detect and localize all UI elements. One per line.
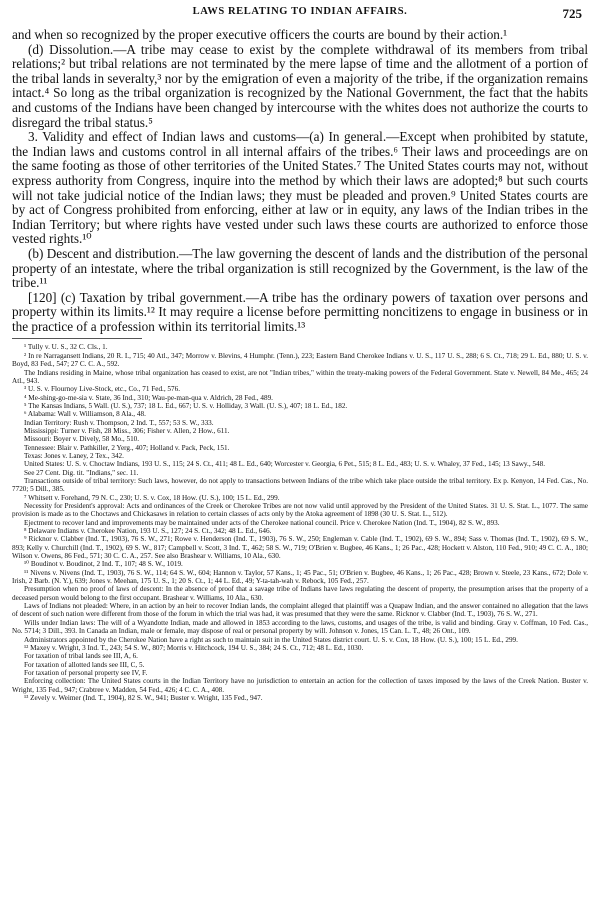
- footnote-divider: [12, 338, 142, 339]
- footnote: ¹³ Zevely v. Weimer (Ind. T., 1904), 82 S. W., 941; Buster v. Wright, 135 Fed., 947.: [24, 693, 263, 702]
- body-text: [12, 28, 588, 334]
- footnote: ¹¹ Nivens v. Nivens (Ind. T., 1903), 76 S. W., 114; 64 S. W., 604; Hannon v. Taylor, 57 Kans., 1; 45 Pac., 51; O'Brien v. Bugbee, 46 Kans., 1; 26 Pac., 428; Brown v. Steele, 23 Kans., 672; Dole v. Irish, 2 Barb. (N. Y.), 639; Jones v. Meehan, 175 U. S., 1; 20 S. Ct., 1; 44 L. Ed., 49; Y-ta-tah-wah v. Rebock, 105 Fed., 257.: [12, 568, 588, 586]
- footnote: Missouri: Boyer v. Dively, 58 Mo., 510.: [24, 435, 140, 444]
- footnote: Transactions outside of tribal territory: Such laws, however, do not apply to transactions between Indians of the tribe which take place outside the tribal territory. Ex p. Kenyon, 14 Fed. Cas., No. 7720; 5 Dill., 385.: [12, 476, 588, 494]
- footnote: ² In re Narragansett Indians, 20 R. I., 715; 40 Atl., 347; Morrow v. Blevins, 4 Humphr. (Tenn.), 223; Eastern Band Cherokee Indians v. U. S., 117 U. S., 288; 6 S. Ct., 718; 29 L. Ed., 880; U. S. v. Boyd, 83 Fed., 547; 27 C. C. A., 592.: [12, 351, 588, 369]
- footnote: For taxation of tribal lands see III, A, 6.: [24, 652, 138, 661]
- footnote: ⁷ Whitsett v. Forehand, 79 N. C., 230; U. S. v. Cox, 18 How. (U. S.), 100; 15 L. Ed., 299.: [24, 493, 280, 502]
- footnote: Laws of Indians not pleaded: Where, in an action by an heir to recover Indian lands, the complaint alleged that plaintiff was a Quapaw Indian, and the answer contained no allegation that the laws of descent of such nation were different from those of the forum in which the trial was had, it was presumed that they were the same. Ricknor v. Clabber (Ind. T., 1903), 76 S. W., 271.: [12, 602, 588, 619]
- footnote: Tennessee: Blair v. Pathkiller, 2 Yerg., 407; Holland v. Pack, Peck, 151.: [24, 443, 230, 452]
- footnote: ⁴ Me-shing-go-me-sia v. State, 36 Ind., 310; Wau-pe-man-qua v. Aldrich, 28 Fed., 489.: [24, 393, 273, 402]
- footnote: Administrators appointed by the Cherokee Nation have a right as such to maintain suit in the United States district court. U. S. v. Cox, 18 How. (U. S.), 100; 15 L. Ed., 299.: [24, 635, 518, 644]
- footnote: Wills under Indian laws: The will of a Wyandotte Indian, made and allowed in 1853 according to the laws, customs, and usages of the tribe, is valid and binding. Gray v. Coffman, 10 Fed. Cas., No. 5714; 3 Dill., 393. In Canada an Indian, male or female, may dispose of real or personal property by will. Johnson v. Jones, 15 Can. L. T., 48; 26 Ont., 109.: [12, 618, 588, 636]
- body-paragraph: (d) Dissolution.—A tribe may cease to exist by the complete withdrawal of its members from tribal relations;² but tribal relations are not terminated by the mere lapse of time and the allotment of a portion of the tribal lands in severalty,³ nor by the emigration of even a majority of the tribe, if the organization remains intact.⁴ So long as the tribal organization is recognized by the National Government, the fact that the habits and customs of the Indians have been changed by intercourse with the whites does not authorize the courts to disregard the tribal status.⁵: [12, 41, 588, 130]
- footnote: ¹ Tully v. U. S., 32 C. Cls., 1.: [24, 343, 108, 352]
- footnote: United States: U. S. v. Choctaw Indians, 193 U. S., 115; 24 S. Ct., 411; 48 L. Ed., 640; Worcester v. Georgia, 6 Pet., 515; 8 L. Ed., 483; U. S. v. Whaley, 37 Fed., 145; 13 Sawy., 548.: [24, 460, 546, 469]
- footnote: Ejectment to recover land and improvements may be maintained under acts of the Cherokee national council. Price v. Cherokee Nation (Ind. T., 1904), 82 S. W., 893.: [24, 518, 500, 527]
- footnote: Presumption when no proof of laws of descent: In the absence of proof that a savage tribe of Indians have laws regulating the descent of property, the presumption arises that the property of a deceased person would belong to the first occupant. Brashear v. Williams, 10 Ala., 630.: [12, 585, 588, 602]
- body-paragraph: and when so recognized by the proper executive officers the courts are bound by their action.¹: [12, 27, 508, 42]
- running-title: LAWS RELATING TO INDIAN AFFAIRS.: [192, 6, 408, 17]
- body-paragraph: (b) Descent and distribution.—The law governing the descent of lands and the distribution of the personal property of an intestate, where the tribal organization is still recognized by the Government, is the law of the tribe.¹¹: [12, 245, 588, 291]
- footnotes: [12, 343, 588, 702]
- footnote: Necessity for President's approval: Acts and ordinances of the Creek or Cherokee Tribes are not now valid until approved by the President of the United States. 31 U. S. Stat. L., 1077. The same provision is made as to the Choctaws and Chickasaws in relation to certain classes of acts only by the Atoka agreement of 1898 (30 U. S. Stat. L., 512).: [12, 502, 588, 519]
- footnote: ¹⁰ Boudinot v. Boudinot, 2 Ind. T., 107; 48 S. W., 1019.: [24, 560, 183, 569]
- footnote: For taxation of personal property see IV, F.: [24, 668, 148, 677]
- page-number: 725: [562, 6, 582, 21]
- footnote: See 27 Cent. Dig. tit. "Indians," sec. 11.: [24, 468, 139, 477]
- footnote: For taxation of allotted lands see III, C, 5.: [24, 660, 145, 669]
- footnote: ⁶ Alabama: Wall v. Williamson, 8 Ala., 48.: [24, 410, 146, 419]
- footnote: ⁵ The Kansas Indians, 5 Wall. (U. S.), 737; 18 L. Ed., 667; U. S. v. Holliday, 3 Wall. (U. S.), 407; 18 L. Ed., 182.: [24, 401, 348, 410]
- footnote: Mississippi: Turner v. Fish, 28 Miss., 306; Fisher v. Allen, 2 How., 611.: [24, 426, 230, 435]
- footnote: The Indians residing in Maine, whose tribal organization has ceased to exist, are not "Indian tribes," within the treaty-making powers of the Federal Government. State v. Newell, 84 Me., 465; 24 Atl., 943.: [12, 368, 588, 385]
- footnote: Enforcing collection: The United States courts in the Indian Territory have no jurisdiction to entertain an action for the collection of taxes imposed by the laws of the Creek Nation. Buster v. Wright, 135 Fed., 947; Crabtree v. Madden, 54 Fed., 426; 4 C. C. A., 408.: [12, 677, 588, 694]
- footnote: ¹² Maxey v. Wright, 3 Ind. T., 243; 54 S. W., 807; Morris v. Hitchcock, 194 U. S., 384; 24 S. Ct., 712; 48 L. Ed., 1030.: [24, 643, 364, 652]
- body-paragraph: [120] (c) Taxation by tribal government.—A tribe has the ordinary powers of taxation over persons and property within its limits.¹² It may require a license before permitting noncitizens to engage in business or in the practice of a profession within its territorial limits.¹³: [12, 289, 588, 334]
- footnote: Texas: Jones v. Laney, 2 Tex., 342.: [24, 451, 124, 460]
- footnote: ³ U. S. v. Flournoy Live-Stock, etc., Co., 71 Fed., 576.: [24, 385, 181, 394]
- footnote: ⁸ Delaware Indians v. Cherokee Nation, 193 U. S., 127; 24 S. Ct., 342; 48 L. Ed., 646.: [24, 527, 272, 536]
- body-paragraph: 3. Validity and effect of Indian laws and customs—(a) In general.—Except when prohibited by statute, the Indian laws and customs control in all internal affairs of the tribes.⁶ Their laws and proceedings are on the same footing as those of other territories of the United States.⁷ The United States courts may not, without express authority from Congress, inquire into the method by which their laws are adopted;⁸ but such courts will not take judicial notice of the Indian laws; they must be pleaded and proven.⁹ United States courts are by act of Congress prohibited from enforcing, either at law or in equity, any laws of the Indian tribes in the Indian Territory; but where rights have vested under such laws these courts are authorized to enforce those vested rights.¹⁰: [12, 129, 588, 247]
- footnote: Indian Territory: Rush v. Thompson, 2 Ind. T., 557; 53 S. W., 333.: [24, 418, 214, 427]
- footnote: ⁹ Ricknor v. Clabber (Ind. T., 1903), 76 S. W., 271; Rowe v. Henderson (Ind. T., 1903), 76 S. W., 250; Engleman v. Cable (Ind. T., 1902), 69 S. W., 894; Sass v. Thomas (Ind. T., 1902), 69 S. W., 893; Kelly v. Churchill (Ind. T., 1902), 69 S. W., 817; Campbell v. Scott, 3 Ind. T., 462; 58 S. W., 719; O'Brien v. Bugbee, 46 Kans., 1; 26 Pac., 428; Hockett v. Alston, 110 Fed., 910; 49 C. C. A., 180; Wilson v. Owens, 86 Fed., 571; 30 C. C. A., 257. See also Brashear v. Williams, 10 Ala., 630.: [12, 535, 588, 561]
- page-header: [12, 6, 588, 26]
